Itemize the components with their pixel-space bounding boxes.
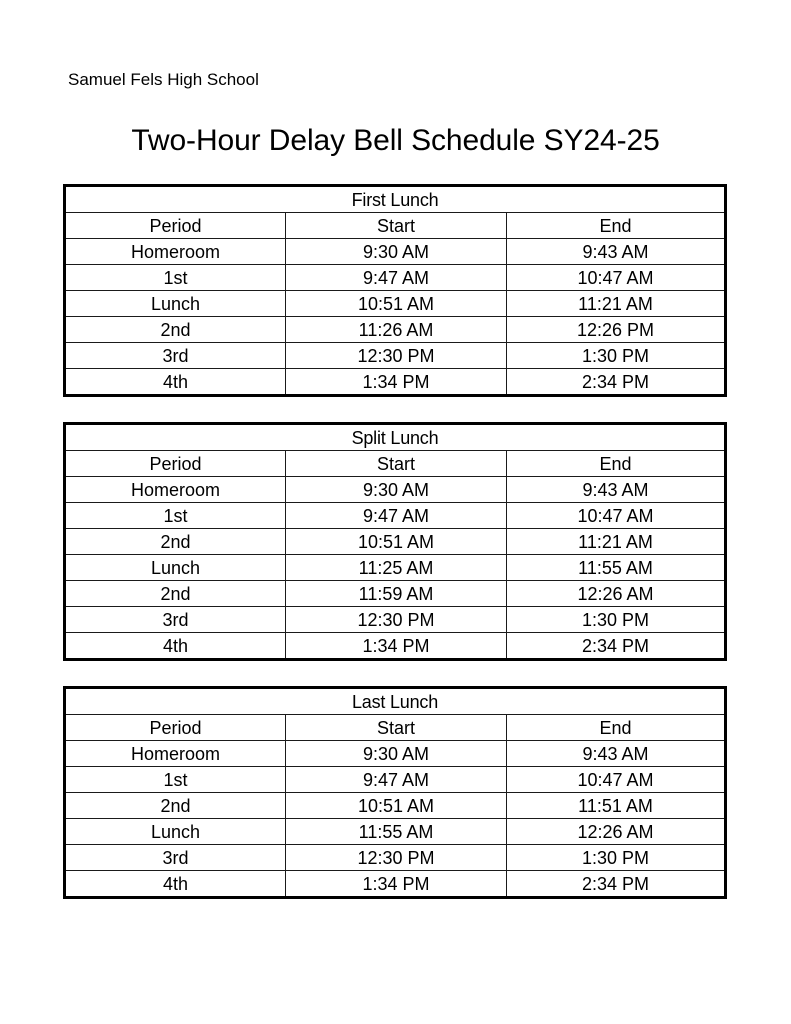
period-cell: Homeroom	[65, 477, 286, 503]
period-cell: 3rd	[65, 845, 286, 871]
start-time-cell: 1:34 PM	[286, 633, 507, 660]
table-row	[65, 633, 726, 660]
table-row	[65, 741, 726, 767]
end-time-cell: 1:30 PM	[507, 343, 726, 369]
table-row	[65, 767, 726, 793]
table-row	[65, 239, 726, 265]
schedule-table	[63, 422, 727, 661]
table-row	[65, 503, 726, 529]
table-row	[65, 793, 726, 819]
column-header-start: Start	[286, 715, 507, 741]
start-time-cell: 10:51 AM	[286, 529, 507, 555]
start-time-cell: 1:34 PM	[286, 369, 507, 396]
period-cell: 2nd	[65, 581, 286, 607]
schedule-title-row	[65, 186, 726, 213]
schedule-title: Split Lunch	[65, 424, 726, 451]
table-row	[65, 871, 726, 898]
end-time-cell: 12:26 AM	[507, 819, 726, 845]
end-time-cell: 10:47 AM	[507, 265, 726, 291]
table-row	[65, 607, 726, 633]
table-row	[65, 317, 726, 343]
start-time-cell: 9:30 AM	[286, 239, 507, 265]
end-time-cell: 2:34 PM	[507, 633, 726, 660]
start-time-cell: 12:30 PM	[286, 607, 507, 633]
column-header-period: Period	[65, 213, 286, 239]
period-cell: 4th	[65, 633, 286, 660]
start-time-cell: 12:30 PM	[286, 343, 507, 369]
column-header-start: Start	[286, 213, 507, 239]
table-row	[65, 529, 726, 555]
table-row	[65, 343, 726, 369]
lunch-period-cell: Lunch	[65, 555, 286, 581]
end-time-cell: 11:51 AM	[507, 793, 726, 819]
table-row	[65, 845, 726, 871]
period-cell: 2nd	[65, 317, 286, 343]
start-time-cell: 9:47 AM	[286, 503, 507, 529]
end-time-cell: 9:43 AM	[507, 477, 726, 503]
column-header-row	[65, 451, 726, 477]
start-time-cell: 9:47 AM	[286, 265, 507, 291]
start-time-cell: 10:51 AM	[286, 793, 507, 819]
end-time-cell: 10:47 AM	[507, 503, 726, 529]
lunch-period-cell: Lunch	[65, 819, 286, 845]
column-header-start: Start	[286, 451, 507, 477]
end-time-cell: 2:34 PM	[507, 369, 726, 396]
column-header-period: Period	[65, 451, 286, 477]
column-header-row	[65, 213, 726, 239]
period-cell: 2nd	[65, 793, 286, 819]
start-time-cell: 11:59 AM	[286, 581, 507, 607]
column-header-row	[65, 715, 726, 741]
table-row	[65, 819, 726, 845]
table-row	[65, 477, 726, 503]
end-time-cell: 1:30 PM	[507, 845, 726, 871]
column-header-end: End	[507, 715, 726, 741]
end-time-cell: 11:21 AM	[507, 529, 726, 555]
period-cell: 3rd	[65, 343, 286, 369]
schedule-table	[63, 686, 727, 899]
schedule-title-row	[65, 424, 726, 451]
start-time-cell: 9:30 AM	[286, 741, 507, 767]
end-time-cell: 11:21 AM	[507, 291, 726, 317]
end-time-cell: 9:43 AM	[507, 741, 726, 767]
end-time-cell: 2:34 PM	[507, 871, 726, 898]
schedule-title: First Lunch	[65, 186, 726, 213]
column-header-end: End	[507, 213, 726, 239]
schedule-title: Last Lunch	[65, 688, 726, 715]
period-cell: 1st	[65, 503, 286, 529]
start-time-cell: 9:47 AM	[286, 767, 507, 793]
start-time-cell: 1:34 PM	[286, 871, 507, 898]
period-cell: Homeroom	[65, 239, 286, 265]
start-time-cell: 9:30 AM	[286, 477, 507, 503]
period-cell: 4th	[65, 369, 286, 396]
schedule-title-row	[65, 688, 726, 715]
period-cell: Homeroom	[65, 741, 286, 767]
end-time-cell: 10:47 AM	[507, 767, 726, 793]
column-header-period: Period	[65, 715, 286, 741]
period-cell: 1st	[65, 265, 286, 291]
period-cell: 2nd	[65, 529, 286, 555]
table-row	[65, 291, 726, 317]
schedule-table	[63, 184, 727, 397]
school-name: Samuel Fels High School	[68, 70, 259, 89]
start-time-cell: 10:51 AM	[286, 291, 507, 317]
start-time-cell: 11:26 AM	[286, 317, 507, 343]
start-time-cell: 12:30 PM	[286, 845, 507, 871]
end-time-cell: 1:30 PM	[507, 607, 726, 633]
table-row	[65, 555, 726, 581]
table-row	[65, 265, 726, 291]
period-cell: 1st	[65, 767, 286, 793]
lunch-period-cell: Lunch	[65, 291, 286, 317]
schedule-tables	[63, 184, 724, 899]
start-time-cell: 11:25 AM	[286, 555, 507, 581]
start-time-cell: 11:55 AM	[286, 819, 507, 845]
period-cell: 4th	[65, 871, 286, 898]
end-time-cell: 11:55 AM	[507, 555, 726, 581]
table-row	[65, 369, 726, 396]
end-time-cell: 12:26 PM	[507, 317, 726, 343]
column-header-end: End	[507, 451, 726, 477]
page-title: Two-Hour Delay Bell Schedule SY24-25	[131, 124, 660, 157]
table-row	[65, 581, 726, 607]
period-cell: 3rd	[65, 607, 286, 633]
end-time-cell: 9:43 AM	[507, 239, 726, 265]
end-time-cell: 12:26 AM	[507, 581, 726, 607]
